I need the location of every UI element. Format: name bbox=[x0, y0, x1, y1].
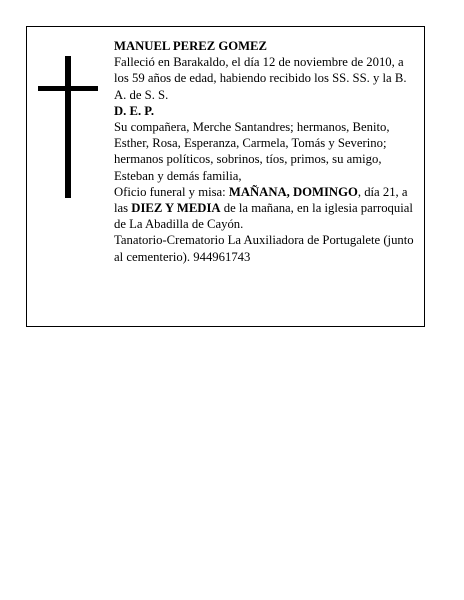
death-details: Falleció en Barakaldo, el día 12 de noviembre de 2010, a los 59 años de edad, habiendo recibido los SS. SS. y la B. A. de S. S. bbox=[114, 55, 407, 102]
funeral-middle: , día 21, a las bbox=[114, 184, 408, 216]
obituary-notice bbox=[26, 26, 425, 327]
wake-location: Tanatorio-Crematorio La Auxiliadora de Portugalete (junto al cementerio). 944961743 bbox=[114, 233, 414, 264]
funeral-suffix: de la mañana, en la iglesia parroquial de La Abadilla de Cayón. bbox=[114, 201, 413, 232]
family-list: Su compañera, Merche Santandres; hermanos, Benito, Esther, Rosa, Esperanza, Carmela, Tomás y Severino; hermanos políticos, sobrinos, tíos, primos, su amigo, Esteban y demás familia, bbox=[114, 120, 390, 183]
funeral-day: MAÑANA, DOMINGO bbox=[228, 184, 358, 199]
funeral-details bbox=[114, 184, 419, 233]
funeral-prefix: Oficio funeral y misa: bbox=[114, 184, 229, 199]
cross-horizontal-bar bbox=[38, 86, 98, 91]
deceased-name: MANUEL PEREZ GOMEZ bbox=[114, 39, 267, 53]
cross-vertical-bar bbox=[65, 56, 71, 198]
notice-text bbox=[114, 38, 419, 265]
rip-line: D. E. P. bbox=[114, 103, 155, 118]
cross-icon bbox=[38, 56, 98, 198]
funeral-time: DIEZ Y MEDIA bbox=[131, 201, 221, 216]
